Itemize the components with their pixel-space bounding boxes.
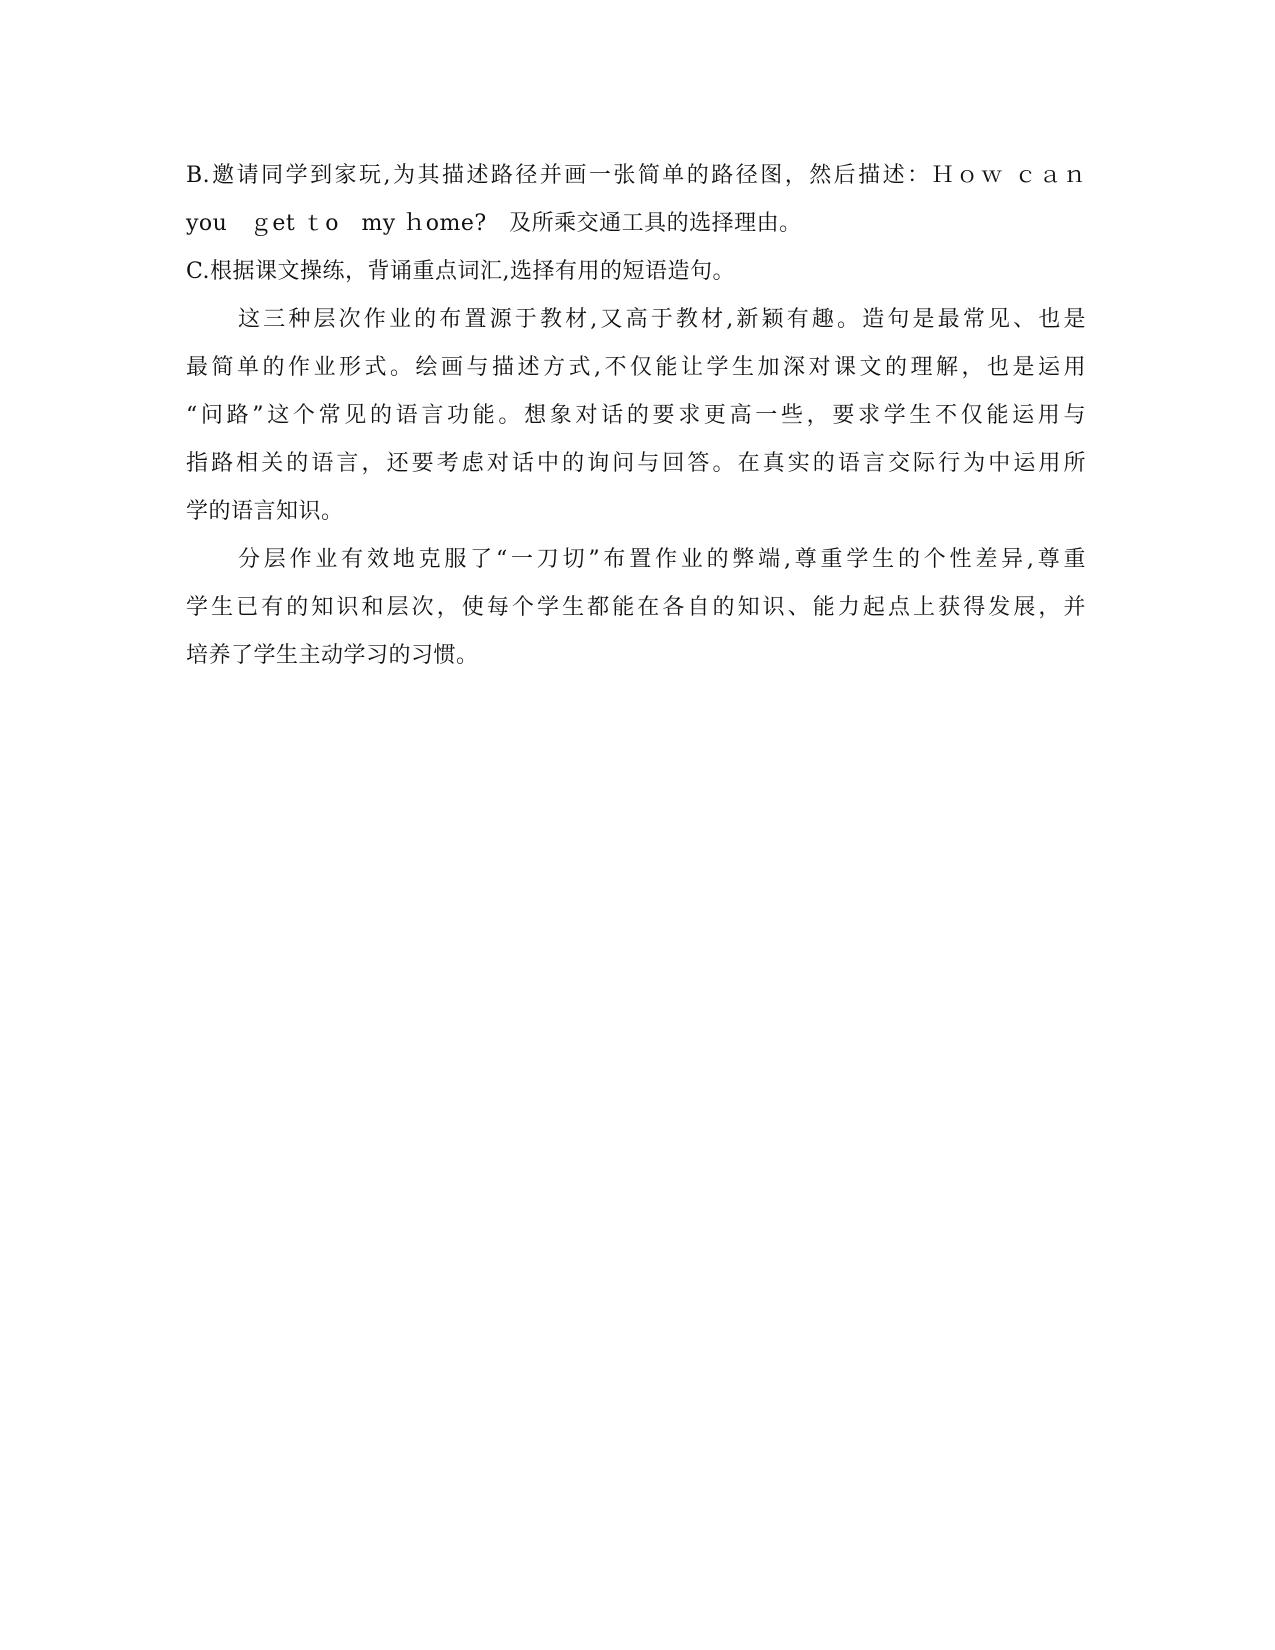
document-body	[186, 152, 1086, 680]
paragraph-1-line-4: 指路相关的语言，还要考虑对话中的询问与回答。在真实的语言交际行为中运用所	[186, 451, 1086, 476]
paragraph-2	[186, 536, 1086, 680]
paragraph-1-line-5: 学的语言知识。	[186, 499, 344, 524]
paragraph-2-line-2: 学生已有的知识和层次，使每个学生都能在各自的知识、能力起点上获得发展，并	[186, 595, 1086, 620]
paragraph-1-line-2: 最简单的作业形式。绘画与描述方式,不仅能让学生加深对课文的理解，也是运用	[186, 355, 1086, 380]
item-c: C.根据课文操练，背诵重点词汇,选择有用的短语造句。	[186, 259, 736, 284]
item-b-line-1: B.邀请同学到家玩,为其描述路径并画一张简单的路径图，然后描述：Ｈｏｗ ｃａｎ	[186, 163, 1086, 188]
paragraph-1-line-1: 这三种层次作业的布置源于教材,又高于教材,新颖有趣。造句是最常见、也是	[238, 307, 1086, 332]
item-b-line-2: you ｇet ｔo my ｈome? 及所乘交通工具的选择理由。	[186, 211, 802, 236]
paragraph-2-line-3: 培养了学生主动学习的习惯。	[186, 643, 479, 668]
paragraph-2-line-1: 分层作业有效地克服了“一刀切”布置作业的弊端,尊重学生的个性差异,尊重	[238, 547, 1086, 572]
paragraph-1-line-3: “问路”这个常见的语言功能。想象对话的要求更高一些，要求学生不仅能运用与	[186, 403, 1086, 428]
paragraph-1	[186, 296, 1086, 536]
